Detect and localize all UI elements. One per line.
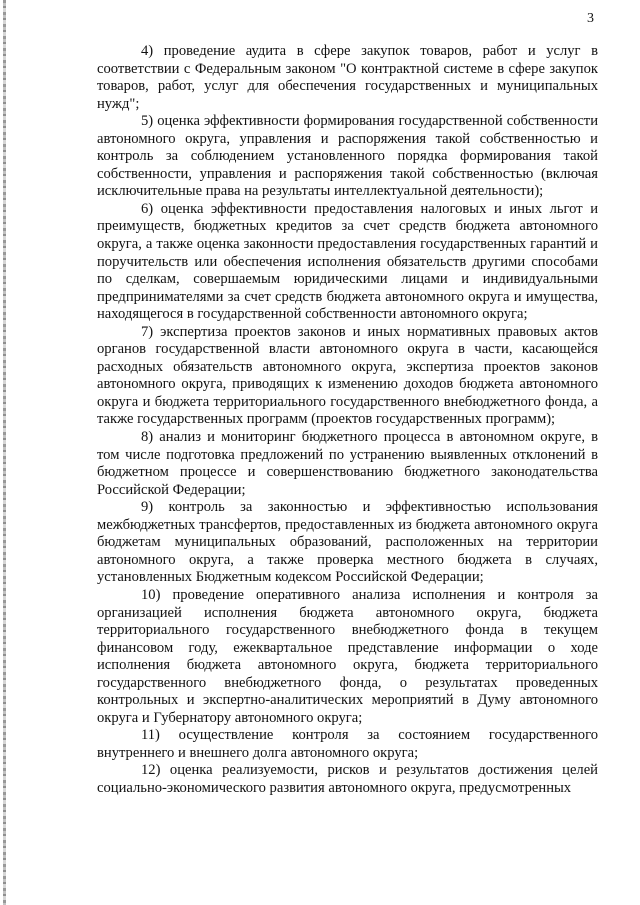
paragraph-item-6: 6) оценка эффективности предоставления налоговых и иных льгот и преимуществ, бюджетных кредитов за счет средств бюджета автономного округа, а также оценка законности предоставления государственных гарантий и поручительств или обеспечения исполнения обязательств другими способами по сделкам, совершаемым юридическими лицами и индивидуальными предпринимателями за счет средств бюджета автономного округа и имущества, находящегося в государственной собственности автономного округа; [97,200,598,323]
paragraph-item-8: 8) анализ и мониторинг бюджетного процесса в автономном округе, в том числе подготовка предложений по устранению выявленных отклонений в бюджетном процессе и совершенствованию бюджетного законодательства Российской Федерации; [97,429,598,498]
page-number: 3 [587,11,594,26]
paragraph-item-9: 9) контроль за законностью и эффективностью использования межбюджетных трансфертов, предоставленных из бюджета автономного округа бюджетам муниципальных образований, расположенных на территории автономного округа, а также проверка местного бюджета в случаях, установленных Бюджетным кодексом Российской Федерации; [97,499,598,586]
paragraph-item-5: 5) оценка эффективности формирования государственной собственности автономного округа, управления и распоряжения такой собственностью и контроль за соблюдением установленного порядка формирования такой собственности, управления и распоряжения такой собственностью (включая исключительные права на результаты интеллектуальной деятельности); [97,113,598,200]
paragraph-item-11: 11) осуществление контроля за состоянием государственного внутреннего и внешнего долга автономного округа; [97,727,598,761]
document-body [97,43,598,798]
paragraph-item-7: 7) экспертиза проектов законов и иных нормативных правовых актов органов государственной власти автономного округа в части, касающейся расходных обязательств автономного округа, экспертиза проектов законов автономного округа, приводящих к изменению доходов бюджета автономного округа и бюджета территориального государственного внебюджетного фонда, а также государственных программ (проектов государственных программ); [97,323,598,428]
scan-edge-artifact [3,0,6,905]
paragraph-item-12: 12) оценка реализуемости, рисков и результатов достижения целей социально-экономического развития автономного округа, предусмотренных [97,762,598,796]
paragraph-item-10: 10) проведение оперативного анализа исполнения и контроля за организацией исполнения бюджета автономного округа, бюджета территориального государственного внебюджетного фонда в текущем финансовом году, ежеквартальное представление информации о ходе исполнения бюджета автономного округа, бюджета территориального государственного внебюджетного фонда, о результатах проведенных контрольных и экспертно-аналитических мероприятий в Думу автономного округа и Губернатору автономного округа; [97,586,598,726]
paragraph-item-4: 4) проведение аудита в сфере закупок товаров, работ и услуг в соответствии с Федеральным законом "О контрактной системе в сфере закупок товаров, работ, услуг для обеспечения государственных и муниципальных нужд"; [97,43,598,112]
